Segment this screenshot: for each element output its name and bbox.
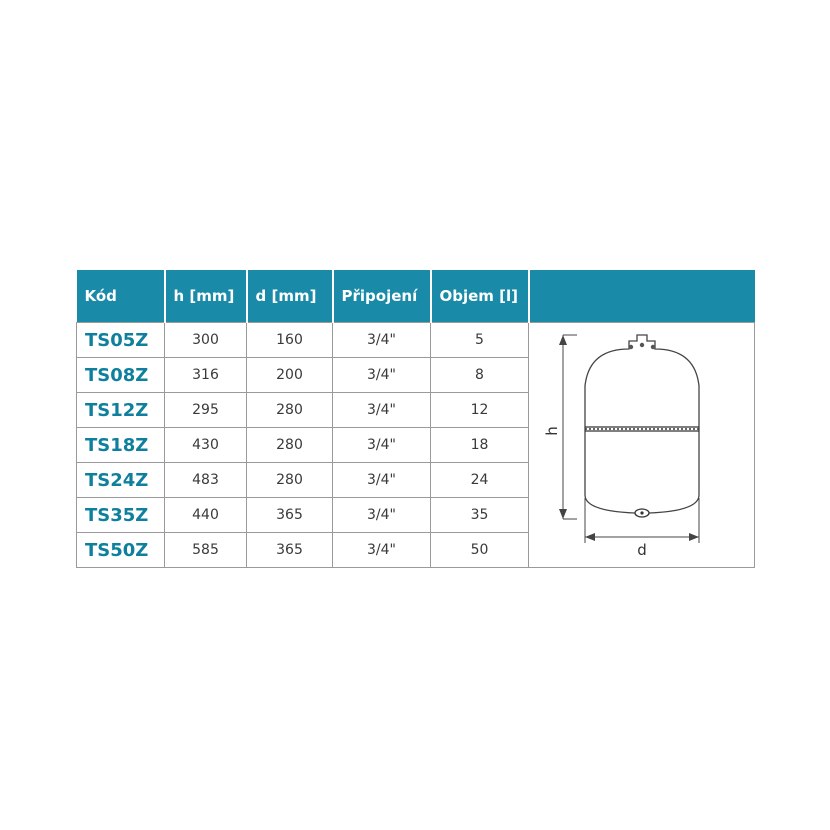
header-diagram xyxy=(529,270,755,323)
cell-height: 440 xyxy=(165,498,247,533)
diameter-label: d xyxy=(637,541,647,559)
cell-connection: 3/4" xyxy=(333,358,431,393)
cell-code: TS24Z xyxy=(77,463,165,498)
cell-volume: 24 xyxy=(431,463,529,498)
cell-connection: 3/4" xyxy=(333,533,431,568)
cell-volume: 35 xyxy=(431,498,529,533)
cell-diameter: 160 xyxy=(247,323,333,358)
cell-volume: 50 xyxy=(431,533,529,568)
table-header-row xyxy=(77,270,755,323)
cell-code: TS18Z xyxy=(77,428,165,463)
cell-diameter: 365 xyxy=(247,498,333,533)
cell-diameter: 280 xyxy=(247,463,333,498)
height-label: h xyxy=(543,426,561,436)
header-height: h [mm] xyxy=(165,270,247,323)
cell-volume: 12 xyxy=(431,393,529,428)
cell-diameter: 365 xyxy=(247,533,333,568)
cell-height: 295 xyxy=(165,393,247,428)
diameter-dimension xyxy=(585,498,699,543)
cell-height: 430 xyxy=(165,428,247,463)
tank-outline xyxy=(585,335,699,513)
top-fitting xyxy=(629,343,655,349)
cell-volume: 8 xyxy=(431,358,529,393)
header-connection: Připojení xyxy=(333,270,431,323)
seam-band xyxy=(585,427,699,431)
cell-diameter: 280 xyxy=(247,393,333,428)
cell-code: TS50Z xyxy=(77,533,165,568)
cell-code: TS05Z xyxy=(77,323,165,358)
cell-diameter: 200 xyxy=(247,358,333,393)
cell-height: 300 xyxy=(165,323,247,358)
tank-diagram xyxy=(529,323,753,565)
cell-connection: 3/4" xyxy=(333,463,431,498)
header-code: Kód xyxy=(77,270,165,323)
cell-volume: 5 xyxy=(431,323,529,358)
cell-height: 483 xyxy=(165,463,247,498)
cell-connection: 3/4" xyxy=(333,393,431,428)
cell-code: TS12Z xyxy=(77,393,165,428)
table-row xyxy=(77,323,755,358)
spec-table xyxy=(76,270,755,568)
cell-connection: 3/4" xyxy=(333,498,431,533)
height-dimension xyxy=(563,335,577,519)
cell-diameter: 280 xyxy=(247,428,333,463)
cell-height: 316 xyxy=(165,358,247,393)
cell-volume: 18 xyxy=(431,428,529,463)
cell-connection: 3/4" xyxy=(333,323,431,358)
cell-code: TS08Z xyxy=(77,358,165,393)
cell-code: TS35Z xyxy=(77,498,165,533)
diagram-cell xyxy=(529,323,755,568)
header-diameter: d [mm] xyxy=(247,270,333,323)
cell-connection: 3/4" xyxy=(333,428,431,463)
header-volume: Objem [l] xyxy=(431,270,529,323)
cell-height: 585 xyxy=(165,533,247,568)
